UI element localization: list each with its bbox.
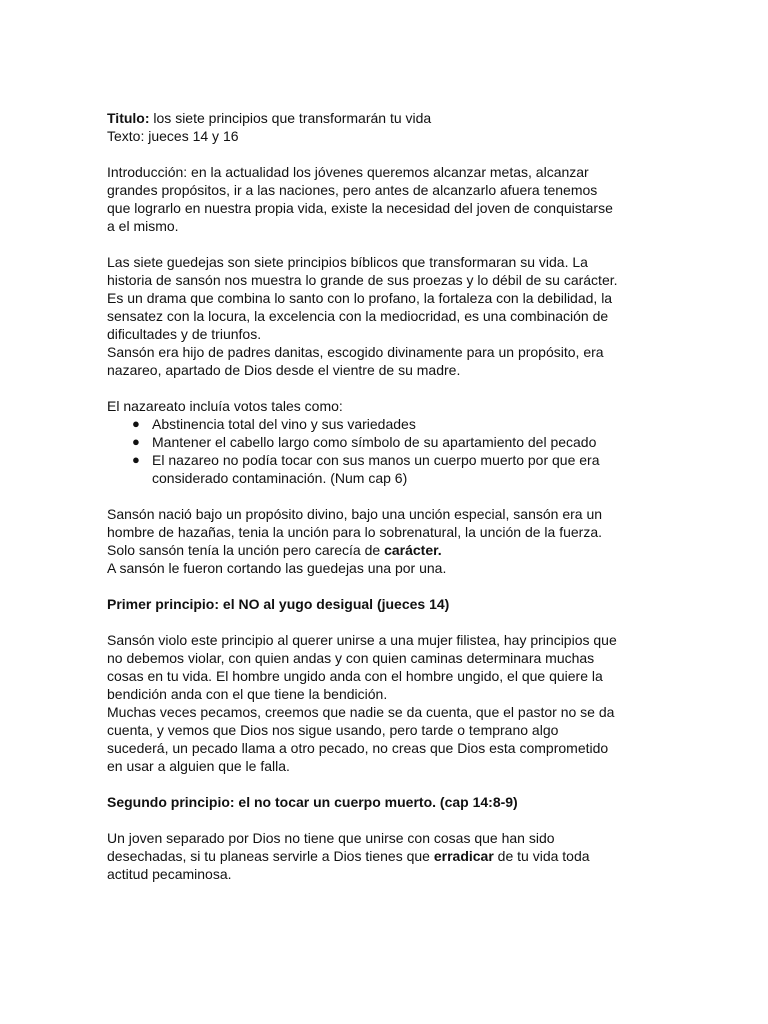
intro-line: que lograrlo en nuestra propia vida, existe la necesidad del joven de conquistarse xyxy=(107,200,613,216)
nacio-line: A sansón le fueron cortando las guedejas una por una. xyxy=(107,560,447,576)
primer-paragraph xyxy=(107,631,667,775)
vow-list xyxy=(107,415,667,487)
list-item-text: Abstinencia total del vino y sus variedades xyxy=(152,416,416,432)
texto-line: Texto: jueces 14 y 16 xyxy=(107,128,239,144)
intro-line: a el mismo. xyxy=(107,218,179,234)
spacer xyxy=(107,235,667,253)
list-item xyxy=(107,451,667,487)
segundo-paragraph xyxy=(107,829,667,883)
segundo-line xyxy=(107,847,667,865)
title-text: los siete principios que transformarán tu vida xyxy=(149,110,432,126)
list-item xyxy=(107,433,667,451)
nacio-line-bold: carácter. xyxy=(384,542,442,558)
bullet-icon: ● xyxy=(132,416,140,431)
primer-heading-paragraph xyxy=(107,595,667,613)
segundo-heading: Segundo principio: el no tocar un cuerpo muerto. (cap 14:8-9) xyxy=(107,794,518,810)
primer-line: en usar a alguien que le falla. xyxy=(107,758,290,774)
title-line xyxy=(107,109,667,127)
title-label: Titulo: xyxy=(107,110,150,126)
spacer xyxy=(107,613,667,631)
nacio-line-text: Solo sansón tenía la unción pero carecía de xyxy=(107,542,385,558)
guedejas-line: nazareo, apartado de Dios desde el vientre de su madre. xyxy=(107,362,461,378)
segundo-line-bold: erradicar xyxy=(433,848,494,864)
guedejas-line: dificultades y de triunfos. xyxy=(107,326,262,342)
primer-line: no debemos violar, con quien andas y con quien caminas determinara muchas xyxy=(107,650,595,666)
guedejas-line: Las siete guedejas son siete principios bíblicos que transformaran su vida. La xyxy=(107,254,588,270)
segundo-line: Un joven separado por Dios no tiene que unirse con cosas que han sido xyxy=(107,830,555,846)
guedejas-line: Sansón era hijo de padres danitas, escogido divinamente para un propósito, era xyxy=(107,344,604,360)
nacio-line: Sansón nació bajo un propósito divino, bajo una unción especial, sansón era un xyxy=(107,506,603,522)
bullet-icon: ● xyxy=(132,434,140,449)
primer-line: Muchas veces pecamos, creemos que nadie se da cuenta, que el pastor no se da xyxy=(107,704,615,720)
bullet-icon: ● xyxy=(132,452,140,467)
segundo-line-text: de tu vida toda xyxy=(493,848,590,864)
segundo-line-text: desechadas, si tu planeas servirle a Dios tienes que xyxy=(107,848,434,864)
spacer xyxy=(107,145,667,163)
primer-line: sucederá, un pecado llama a otro pecado, no creas que Dios esta comprometido xyxy=(107,740,609,756)
document-page xyxy=(107,109,667,883)
intro-paragraph xyxy=(107,163,667,235)
primer-line: cuenta, y vemos que Dios nos sigue usando, pero tarde o temprano algo xyxy=(107,722,559,738)
intro-line: grandes propósitos, ir a las naciones, pero antes de alcanzarlo afuera tenemos xyxy=(107,182,598,198)
list-item-text: considerado contaminación. (Num cap 6) xyxy=(152,470,408,486)
intro-line: Introducción: en la actualidad los jóvenes queremos alcanzar metas, alcanzar xyxy=(107,164,589,180)
spacer xyxy=(107,811,667,829)
list-item-text: El nazareo no podía tocar con sus manos un cuerpo muerto por que era xyxy=(152,452,600,468)
segundo-heading-paragraph xyxy=(107,793,667,811)
guedejas-line: sensatez con la locura, la excelencia con la mediocridad, es una combinación de xyxy=(107,308,609,324)
primer-line: bendición anda con el que tiene la bendición. xyxy=(107,686,388,702)
list-item-text: Mantener el cabello largo como símbolo de su apartamiento del pecado xyxy=(152,434,597,450)
guedejas-paragraph xyxy=(107,253,667,379)
nacio-paragraph xyxy=(107,505,667,577)
primer-line: cosas en tu vida. El hombre ungido anda con el hombre ungido, el que quiere la xyxy=(107,668,603,684)
nacio-line xyxy=(107,541,667,559)
spacer xyxy=(107,379,667,397)
primer-line: Sansón violo este principio al querer unirse a una mujer filistea, hay principios que xyxy=(107,632,617,648)
guedejas-line: Es un drama que combina lo santo con lo profano, la fortaleza con la debilidad, la xyxy=(107,290,613,306)
spacer xyxy=(107,487,667,505)
segundo-line: actitud pecaminosa. xyxy=(107,866,232,882)
nacio-line: hombre de hazañas, tenia la unción para lo sobrenatural, la unción de la fuerza. xyxy=(107,524,602,540)
spacer xyxy=(107,577,667,595)
title-paragraph xyxy=(107,109,667,145)
nazareato-paragraph xyxy=(107,397,667,487)
guedejas-line: historia de sansón nos muestra lo grande de sus proezas y lo débil de su carácter. xyxy=(107,272,618,288)
nazareato-intro: El nazareato incluía votos tales como: xyxy=(107,398,343,414)
spacer xyxy=(107,775,667,793)
list-item xyxy=(107,415,667,433)
primer-heading: Primer principio: el NO al yugo desigual (jueces 14) xyxy=(107,596,450,612)
